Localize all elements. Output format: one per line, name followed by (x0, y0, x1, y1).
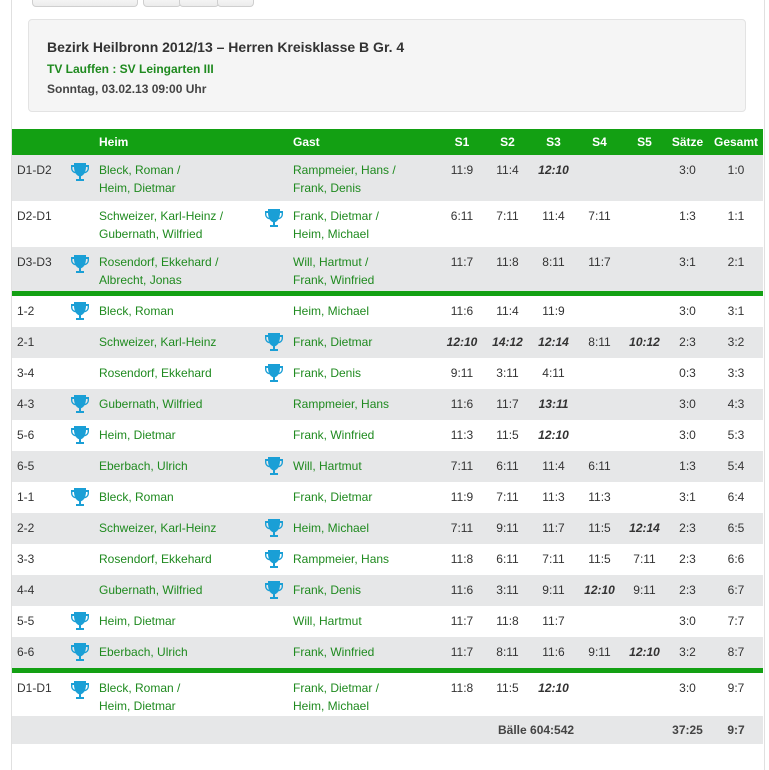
home-player-link[interactable]: Heim, Dietmar (99, 181, 176, 195)
set-score-s2: 7:11 (484, 482, 531, 513)
match-row (12, 247, 763, 293)
trophy-icon (70, 300, 90, 322)
guest-cup-cell (255, 389, 293, 420)
home-player-link[interactable]: Albrecht, Jonas (99, 273, 182, 287)
sets-summary: 37:25 (666, 716, 709, 744)
guest-player (293, 327, 440, 358)
header-number (12, 129, 60, 155)
guest-player (293, 201, 440, 247)
match-number: 4-3 (12, 389, 60, 420)
home-cup-cell (60, 389, 99, 420)
trophy-icon (264, 548, 284, 570)
header-s2: S2 (484, 129, 531, 155)
set-score-s4: 8:11 (576, 327, 623, 358)
home-cup-cell (60, 482, 99, 513)
home-player-link[interactable]: Eberbach, Ulrich (99, 458, 188, 473)
set-score-s4: 6:11 (576, 451, 623, 482)
home-cup-cell (60, 155, 99, 201)
guest-player-link[interactable]: Frank, Dietmar (293, 334, 373, 349)
home-player (99, 606, 255, 637)
set-score-s3: 12:10 (531, 420, 576, 451)
match-row (12, 201, 763, 247)
sets-result: 2:3 (666, 544, 709, 575)
home-player-link[interactable]: Bleck, Roman (99, 303, 174, 318)
match-number: D1-D2 (12, 155, 60, 201)
set-score-s1: 11:8 (440, 544, 484, 575)
set-score-s3: 7:11 (531, 544, 576, 575)
set-score-s4 (576, 670, 623, 716)
guest-player-link[interactable]: Frank, Denis (293, 365, 362, 380)
home-player-link[interactable]: Schweizer, Karl-Heinz (99, 334, 217, 349)
guest-player-link[interactable]: Rampmeier, Hans (293, 551, 390, 566)
set-score-s1: 11:6 (440, 575, 484, 606)
set-score-s1: 9:11 (440, 358, 484, 389)
match-row (12, 420, 763, 451)
guest-player (293, 513, 440, 544)
set-score-s2: 11:8 (484, 606, 531, 637)
home-cup-cell (60, 513, 99, 544)
header-s4: S4 (576, 129, 623, 155)
match-number: 3-4 (12, 358, 60, 389)
trophy-icon (70, 486, 90, 508)
home-player (99, 327, 255, 358)
running-total: 3:2 (709, 327, 763, 358)
set-score-s3: 11:7 (531, 606, 576, 637)
sets-result: 1:3 (666, 201, 709, 247)
home-player-link[interactable]: Bleck, Roman / (99, 163, 181, 177)
home-player (99, 389, 255, 420)
home-player (99, 155, 255, 201)
guest-player-link[interactable]: Frank, Denis (293, 181, 362, 195)
sets-result: 3:0 (666, 389, 709, 420)
guest-cup-cell (255, 513, 293, 544)
sets-result: 0:3 (666, 358, 709, 389)
set-score-s3: 11:9 (531, 293, 576, 327)
set-score-s5 (623, 201, 666, 247)
set-score-s3: 11:6 (531, 637, 576, 671)
trophy-icon (264, 331, 284, 353)
set-score-s3: 12:10 (531, 670, 576, 716)
guest-player-link[interactable]: Heim, Michael (293, 303, 370, 318)
set-score-s3: 9:11 (531, 575, 576, 606)
trophy-icon (70, 610, 90, 632)
running-total: 2:1 (709, 247, 763, 293)
home-player-link[interactable]: Eberbach, Ulrich (99, 644, 188, 659)
guest-player-link[interactable]: Heim, Michael (293, 227, 370, 241)
match-number: 1-1 (12, 482, 60, 513)
set-score-s4 (576, 155, 623, 201)
header-home: Heim (99, 129, 255, 155)
summary-row (12, 716, 763, 744)
match-row (12, 451, 763, 482)
guest-player-link[interactable]: Rampmeier, Hans / (293, 163, 396, 177)
match-row (12, 389, 763, 420)
set-score-s2: 3:11 (484, 575, 531, 606)
set-score-s2: 9:11 (484, 513, 531, 544)
running-total: 3:1 (709, 293, 763, 327)
balls-summary: Bälle 604:542 (484, 716, 666, 744)
running-total: 8:7 (709, 637, 763, 671)
set-score-s4: 11:5 (576, 544, 623, 575)
set-score-s3: 11:4 (531, 201, 576, 247)
set-score-s4: 9:11 (576, 637, 623, 671)
home-cup-cell (60, 247, 99, 293)
running-total: 5:3 (709, 420, 763, 451)
home-player (99, 482, 255, 513)
guest-player-link[interactable]: Frank, Winfried (293, 273, 375, 287)
guest-player-link[interactable]: Rampmeier, Hans (293, 396, 390, 411)
match-row (12, 544, 763, 575)
match-number: 6-6 (12, 637, 60, 671)
set-score-s4 (576, 389, 623, 420)
header-total: Gesamt (709, 129, 763, 155)
home-cup-cell (60, 358, 99, 389)
set-score-s5: 12:10 (623, 637, 666, 671)
sets-result: 2:3 (666, 513, 709, 544)
guest-player (293, 575, 440, 606)
guest-cup-cell (255, 637, 293, 671)
running-total: 6:6 (709, 544, 763, 575)
set-score-s2: 11:5 (484, 670, 531, 716)
home-cup-cell (60, 544, 99, 575)
guest-player (293, 451, 440, 482)
match-number: D1-D1 (12, 670, 60, 716)
home-player (99, 293, 255, 327)
set-score-s1: 11:8 (440, 670, 484, 716)
set-score-s5 (623, 293, 666, 327)
sets-result: 3:0 (666, 293, 709, 327)
home-player-link[interactable]: Schweizer, Karl-Heinz (99, 520, 217, 535)
home-player-link[interactable]: Bleck, Roman / (99, 680, 181, 695)
set-score-s1: 7:11 (440, 451, 484, 482)
set-score-s4 (576, 606, 623, 637)
guest-cup-cell (255, 420, 293, 451)
sets-result: 2:3 (666, 575, 709, 606)
match-row (12, 327, 763, 358)
home-player (99, 575, 255, 606)
set-score-s1: 11:9 (440, 482, 484, 513)
set-score-s1: 12:10 (440, 327, 484, 358)
guest-player (293, 293, 440, 327)
home-cup-cell (60, 575, 99, 606)
set-score-s4: 11:3 (576, 482, 623, 513)
total-summary: 9:7 (709, 716, 763, 744)
guest-player-link[interactable]: Will, Hartmut / (293, 255, 369, 269)
guest-cup-cell (255, 575, 293, 606)
guest-player (293, 606, 440, 637)
match-row (12, 293, 763, 327)
guest-player-link[interactable]: Heim, Michael (293, 520, 370, 535)
running-total: 3:3 (709, 358, 763, 389)
set-score-s5 (623, 247, 666, 293)
running-total: 7:7 (709, 606, 763, 637)
guest-cup-cell (255, 482, 293, 513)
sets-result: 3:0 (666, 420, 709, 451)
trophy-icon (70, 679, 90, 701)
set-score-s5: 7:11 (623, 544, 666, 575)
home-cup-cell (60, 451, 99, 482)
guest-player-link[interactable]: Frank, Dietmar / (293, 680, 380, 695)
home-cup-cell (60, 420, 99, 451)
trophy-icon (70, 161, 90, 183)
guest-player-link[interactable]: Frank, Dietmar / (293, 209, 380, 223)
sets-result: 3:0 (666, 155, 709, 201)
guest-cup-cell (255, 247, 293, 293)
home-player-link[interactable]: Rosendorf, Ekkehard (99, 551, 212, 566)
set-score-s2: 3:11 (484, 358, 531, 389)
match-header (28, 19, 746, 112)
match-number: 5-5 (12, 606, 60, 637)
table-header-row (12, 129, 763, 155)
set-score-s4: 12:10 (576, 575, 623, 606)
running-total: 5:4 (709, 451, 763, 482)
guest-player (293, 247, 440, 293)
set-score-s5: 12:14 (623, 513, 666, 544)
guest-player-link[interactable]: Heim, Michael (293, 698, 370, 713)
trophy-icon (70, 641, 90, 663)
home-player-link[interactable]: Bleck, Roman (99, 489, 174, 504)
home-cup-cell (60, 327, 99, 358)
match-row (12, 606, 763, 637)
trophy-icon (264, 517, 284, 539)
set-score-s2: 8:11 (484, 637, 531, 671)
sets-result: 3:0 (666, 606, 709, 637)
set-score-s4 (576, 358, 623, 389)
sets-result: 3:2 (666, 637, 709, 671)
guest-player-link[interactable]: Frank, Denis (293, 582, 362, 597)
set-score-s3: 11:7 (531, 513, 576, 544)
match-number: D2-D1 (12, 201, 60, 247)
guest-player-link[interactable]: Will, Hartmut (293, 613, 362, 628)
guest-cup-cell (255, 201, 293, 247)
summary-spacer (12, 716, 484, 744)
match-number: 1-2 (12, 293, 60, 327)
set-score-s5 (623, 482, 666, 513)
sets-result: 3:1 (666, 247, 709, 293)
set-score-s3: 12:14 (531, 327, 576, 358)
guest-player (293, 482, 440, 513)
running-total: 6:4 (709, 482, 763, 513)
header-guest: Gast (293, 129, 440, 155)
set-score-s2: 7:11 (484, 201, 531, 247)
guest-player-link[interactable]: Frank, Winfried (293, 644, 375, 659)
set-score-s5: 9:11 (623, 575, 666, 606)
header-home-cup (60, 129, 99, 155)
home-player (99, 358, 255, 389)
set-score-s3: 11:3 (531, 482, 576, 513)
set-score-s1: 11:7 (440, 247, 484, 293)
home-player (99, 451, 255, 482)
set-score-s4 (576, 420, 623, 451)
trophy-icon (264, 455, 284, 477)
set-score-s4: 11:7 (576, 247, 623, 293)
league-title: Bezirk Heilbronn 2012/13 – Herren Kreisklasse B Gr. 4 (47, 39, 405, 55)
home-cup-cell (60, 637, 99, 671)
guest-cup-cell (255, 327, 293, 358)
set-score-s2: 6:11 (484, 451, 531, 482)
results-table (12, 129, 763, 744)
set-score-s5 (623, 389, 666, 420)
set-score-s4 (576, 293, 623, 327)
guest-player (293, 155, 440, 201)
sets-result: 3:1 (666, 482, 709, 513)
guest-cup-cell (255, 451, 293, 482)
trophy-icon (70, 424, 90, 446)
trophy-icon (264, 207, 284, 229)
trophy-icon (264, 579, 284, 601)
set-score-s3: 11:4 (531, 451, 576, 482)
set-score-s2: 11:5 (484, 420, 531, 451)
home-player-link[interactable]: Heim, Dietmar (99, 613, 176, 628)
match-date: Sonntag, 03.02.13 09:00 Uhr (47, 82, 207, 96)
set-score-s5 (623, 358, 666, 389)
running-total: 9:7 (709, 670, 763, 716)
home-player-link[interactable]: Gubernath, Wilfried (99, 227, 203, 241)
match-row (12, 637, 763, 671)
home-player (99, 670, 255, 716)
set-score-s5 (623, 155, 666, 201)
header-sets: Sätze (666, 129, 709, 155)
guest-player (293, 389, 440, 420)
header-s3: S3 (531, 129, 576, 155)
running-total: 1:1 (709, 201, 763, 247)
home-player (99, 420, 255, 451)
header-s1: S1 (440, 129, 484, 155)
set-score-s1: 6:11 (440, 201, 484, 247)
set-score-s2: 11:4 (484, 155, 531, 201)
guest-cup-cell (255, 358, 293, 389)
guest-player (293, 420, 440, 451)
set-score-s3: 13:11 (531, 389, 576, 420)
sets-result: 1:3 (666, 451, 709, 482)
match-row (12, 482, 763, 513)
set-score-s1: 7:11 (440, 513, 484, 544)
match-number: 6-5 (12, 451, 60, 482)
home-player-link[interactable]: Gubernath, Wilfried (99, 396, 203, 411)
set-score-s1: 11:9 (440, 155, 484, 201)
home-cup-cell (60, 670, 99, 716)
set-score-s2: 11:7 (484, 389, 531, 420)
guest-cup-cell (255, 670, 293, 716)
home-player-link[interactable]: Gubernath, Wilfried (99, 582, 203, 597)
match-number: 2-1 (12, 327, 60, 358)
set-score-s4: 11:5 (576, 513, 623, 544)
match-number: 3-3 (12, 544, 60, 575)
home-player-link[interactable]: Heim, Dietmar (99, 427, 176, 442)
guest-cup-cell (255, 606, 293, 637)
set-score-s3: 8:11 (531, 247, 576, 293)
set-score-s4: 7:11 (576, 201, 623, 247)
set-score-s3: 12:10 (531, 155, 576, 201)
set-score-s5 (623, 670, 666, 716)
home-cup-cell (60, 293, 99, 327)
guest-player-link[interactable]: Frank, Winfried (293, 427, 375, 442)
match-row (12, 513, 763, 544)
set-score-s1: 11:6 (440, 293, 484, 327)
set-score-s5: 10:12 (623, 327, 666, 358)
results-body (12, 155, 763, 716)
home-player-link[interactable]: Schweizer, Karl-Heinz / (99, 209, 224, 223)
running-total: 6:7 (709, 575, 763, 606)
home-cup-cell (60, 606, 99, 637)
match-row (12, 155, 763, 201)
running-total: 6:5 (709, 513, 763, 544)
match-teams: TV Lauffen : SV Leingarten III (47, 62, 214, 76)
set-score-s2: 14:12 (484, 327, 531, 358)
guest-player (293, 670, 440, 716)
set-score-s2: 11:8 (484, 247, 531, 293)
set-score-s5 (623, 451, 666, 482)
match-number: 2-2 (12, 513, 60, 544)
set-score-s5 (623, 606, 666, 637)
home-player (99, 247, 255, 293)
set-score-s2: 6:11 (484, 544, 531, 575)
match-row (12, 575, 763, 606)
match-row (12, 358, 763, 389)
set-score-s1: 11:7 (440, 606, 484, 637)
header-guest-cup (255, 129, 293, 155)
header-s5: S5 (623, 129, 666, 155)
home-cup-cell (60, 201, 99, 247)
set-score-s3: 4:11 (531, 358, 576, 389)
set-score-s5 (623, 420, 666, 451)
guest-player-link[interactable]: Will, Hartmut (293, 458, 362, 473)
home-player (99, 544, 255, 575)
set-score-s2: 11:4 (484, 293, 531, 327)
running-total: 1:0 (709, 155, 763, 201)
match-number: 4-4 (12, 575, 60, 606)
guest-player (293, 544, 440, 575)
set-score-s1: 11:6 (440, 389, 484, 420)
match-row (12, 670, 763, 716)
trophy-icon (264, 362, 284, 384)
home-player-link[interactable]: Rosendorf, Ekkehard / (99, 255, 219, 269)
home-player-link[interactable]: Heim, Dietmar (99, 698, 176, 713)
running-total: 4:3 (709, 389, 763, 420)
guest-player-link[interactable]: Frank, Dietmar (293, 489, 373, 504)
home-player-link[interactable]: Rosendorf, Ekkehard (99, 365, 212, 380)
sets-result: 3:0 (666, 670, 709, 716)
guest-cup-cell (255, 544, 293, 575)
sets-result: 2:3 (666, 327, 709, 358)
guest-player (293, 637, 440, 671)
trophy-icon (70, 253, 90, 275)
match-number: D3-D3 (12, 247, 60, 293)
home-player (99, 513, 255, 544)
guest-player (293, 358, 440, 389)
match-number: 5-6 (12, 420, 60, 451)
guest-cup-cell (255, 155, 293, 201)
set-score-s1: 11:7 (440, 637, 484, 671)
guest-cup-cell (255, 293, 293, 327)
set-score-s1: 11:3 (440, 420, 484, 451)
trophy-icon (70, 393, 90, 415)
home-player (99, 201, 255, 247)
home-player (99, 637, 255, 671)
